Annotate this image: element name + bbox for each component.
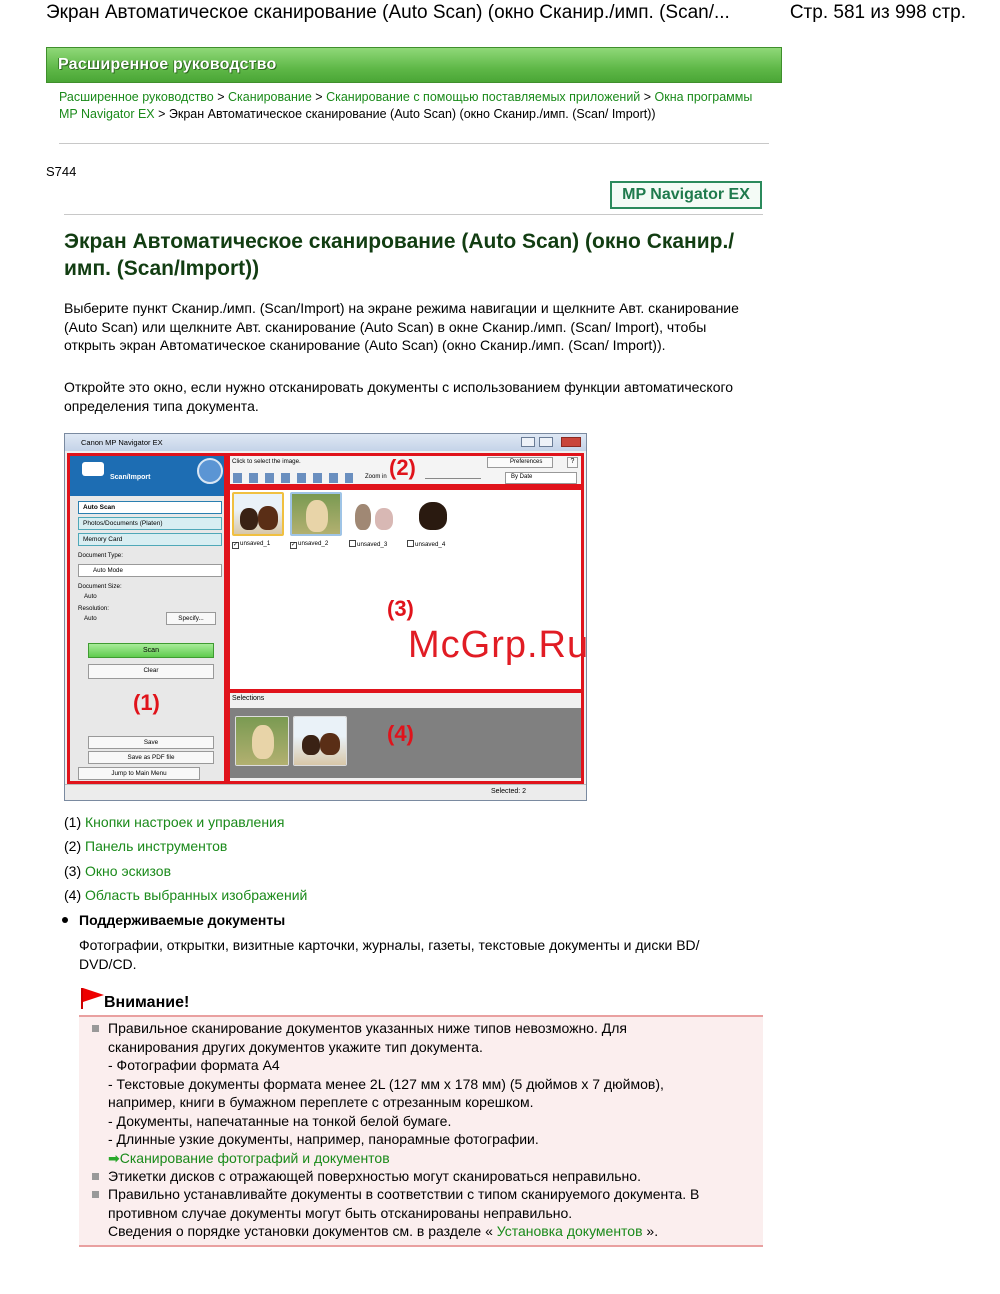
legend-item: (4) Область выбранных изображений <box>64 887 308 903</box>
resolution-value: Auto <box>84 615 97 622</box>
window-titlebar <box>65 434 586 451</box>
help-button: ? <box>567 457 578 468</box>
caution-text: - Документы, напечатанные на тонкой белой бумаге. <box>108 1113 452 1129</box>
app-screenshot <box>64 433 590 801</box>
arrow-right-icon: ➡ <box>108 1150 120 1166</box>
caution-title: Внимание! <box>104 994 190 1011</box>
thumbnail-caption: ✓ unsaved_1 <box>233 540 271 548</box>
selections-label: Selections <box>232 695 265 702</box>
caution-text: сканирования других документов укажите тип документа. <box>108 1039 483 1055</box>
product-badge: MP Navigator EX <box>610 181 762 209</box>
breadcrumb-sep: > <box>311 90 327 104</box>
legend-link-selected-area[interactable]: Область выбранных изображений <box>85 887 308 903</box>
intro-paragraph-2: Откройте это окно, если нужно отсканировать документы с использованием функции автоматического определения типа документа. <box>64 379 734 414</box>
caution-link-line: Сведения о порядке установки документов см. в разделе « Установка документов ». <box>108 1223 659 1239</box>
breadcrumb-link-windows[interactable]: Окна программы MP Navigator EX <box>59 90 753 121</box>
divider <box>64 214 763 215</box>
caution-text: - Текстовые документы формата менее 2L (127 мм x 178 мм) (5 дюймов x 7 дюймов), <box>108 1076 664 1092</box>
bullet-icon <box>92 1191 99 1198</box>
breadcrumb-current: Экран Автоматическое сканирование (Auto Scan) (окно Сканир./имп. (Scan/ Import)) <box>168 107 656 121</box>
specify-button: Specify... <box>166 612 216 625</box>
page-code: S744 <box>46 164 77 179</box>
caution-text: например, книги в бумажном переплете с отрезанным корешком. <box>108 1094 534 1110</box>
document-type-label: Document Type: <box>78 552 123 559</box>
intro-paragraph: Выберите пункт Сканир./имп. (Scan/Import) на экране режима навигации и щелкните Авт. сканирование (Auto Scan) или щелкните Авт. сканирование (Auto Scan) в окне Сканир./имп. (Scan/ Import), чтобы открыть экран Автоматическое сканирование (Auto Scan) (окно Сканир./имп. (Scan/ Import)). <box>64 300 739 354</box>
caution-text: - Фотографии формата A4 <box>108 1057 280 1073</box>
resolution-label: Resolution: <box>78 605 109 612</box>
checkbox-icon: ✓ <box>233 542 239 548</box>
bullet-icon <box>92 1025 99 1032</box>
page-title: Экран Автоматическое сканирование (Auto Scan) (окно Сканир./имп. (Scan/Import)) <box>64 230 735 280</box>
page-header <box>46 2 966 28</box>
callout-box-1 <box>67 453 227 784</box>
supported-text: Фотографии, открытки, визитные карточки, журналы, газеты, текстовые документы и диски BD/ DVD/CD. <box>79 937 700 972</box>
close-icon <box>561 437 581 447</box>
caution-text: Правильное сканирование документов указанных ниже типов невозможно. Для <box>108 1020 627 1036</box>
caution-text: - Длинные узкие документы, например, панорамные фотографии. <box>108 1131 539 1147</box>
memory-card-button: Memory Card <box>78 533 222 546</box>
scan-button: Scan <box>88 643 214 658</box>
watermark: McGrp.Ru <box>408 624 590 666</box>
breadcrumb-sep: > <box>640 90 655 104</box>
document-type-select: Auto Mode <box>78 564 222 577</box>
thumbnail-caption: unsaved_4 <box>407 540 445 548</box>
scan-import-tab: Scan/Import <box>110 474 151 481</box>
legend-link-controls[interactable]: Кнопки настроек и управления <box>85 814 285 830</box>
callout-label-4: (4) <box>387 721 414 746</box>
banner-title: Расширенное руководство <box>58 56 277 73</box>
caution-text: противном случае документы могут быть отсканированы неправильно. <box>108 1205 573 1221</box>
auto-scan-button: Auto Scan <box>78 501 222 514</box>
legend-link-thumbnails[interactable]: Окно эскизов <box>85 863 172 879</box>
status-bar <box>65 784 586 800</box>
thumbnail-caption: unsaved_3 <box>349 540 387 548</box>
callout-label-2: (2) <box>389 455 416 480</box>
breadcrumb-sep: > <box>154 107 169 121</box>
placing-documents-link[interactable]: Установка документов <box>496 1223 643 1239</box>
photos-documents-button: Photos/Documents (Platen) <box>78 517 222 530</box>
document-size-label: Document Size: <box>78 583 122 590</box>
sort-select: By Date <box>505 472 577 484</box>
checkbox-icon: ✓ <box>291 542 297 548</box>
divider <box>59 143 769 144</box>
callout-label-3: (3) <box>387 596 414 621</box>
bullet-icon <box>62 917 68 923</box>
breadcrumb-link-guide[interactable]: Расширенное руководство <box>59 90 214 104</box>
preferences-button: Preferences <box>487 457 553 468</box>
document-size-value: Auto <box>84 593 97 600</box>
legend-item: (3) Окно эскизов <box>64 863 172 879</box>
minimize-icon <box>521 437 535 447</box>
page-number: Стр. 581 из 998 стр. <box>789 2 966 23</box>
selected-count: Selected: 2 <box>491 788 527 795</box>
breadcrumb <box>59 89 769 123</box>
clear-button: Clear <box>88 664 214 679</box>
maximize-icon <box>539 437 553 447</box>
warning-flag-icon <box>80 987 104 1009</box>
legend-item: (1) Кнопки настроек и управления <box>64 814 285 830</box>
bullet-icon <box>92 1173 99 1180</box>
legend-link-toolbar[interactable]: Панель инструментов <box>85 838 228 854</box>
save-button: Save <box>88 736 214 749</box>
click-hint: Click to select the image. <box>232 458 301 465</box>
zoom-label: Zoom in <box>365 474 387 480</box>
caution-link-line <box>108 1150 390 1167</box>
scanning-photos-link[interactable]: Сканирование фотографий и документов <box>119 1150 390 1166</box>
jump-main-menu-button: Jump to Main Menu <box>78 767 200 780</box>
breadcrumb-sep: > <box>213 90 228 104</box>
caution-text: Этикетки дисков с отражающей поверхностью могут сканироваться неправильно. <box>108 1168 641 1184</box>
window-title: Canon MP Navigator EX <box>81 438 163 447</box>
save-pdf-button: Save as PDF file <box>88 751 214 764</box>
caution-text: Правильно устанавливайте документы в соответствии с типом сканируемого документа. В <box>108 1186 700 1202</box>
breadcrumb-link-scanning[interactable]: Сканирование <box>228 90 312 104</box>
supported-heading: Поддерживаемые документы <box>62 912 285 928</box>
breadcrumb-link-apps[interactable]: Сканирование с помощью поставляемых приложений <box>326 90 641 104</box>
guide-banner <box>46 47 782 83</box>
legend-item: (2) Панель инструментов <box>64 838 228 854</box>
callout-label-1: (1) <box>133 690 160 715</box>
thumbnail-caption: ✓ unsaved_2 <box>291 540 329 548</box>
header-title: Экран Автоматическое сканирование (Auto Scan) (окно Сканир./имп. (Scan/... <box>46 2 730 23</box>
